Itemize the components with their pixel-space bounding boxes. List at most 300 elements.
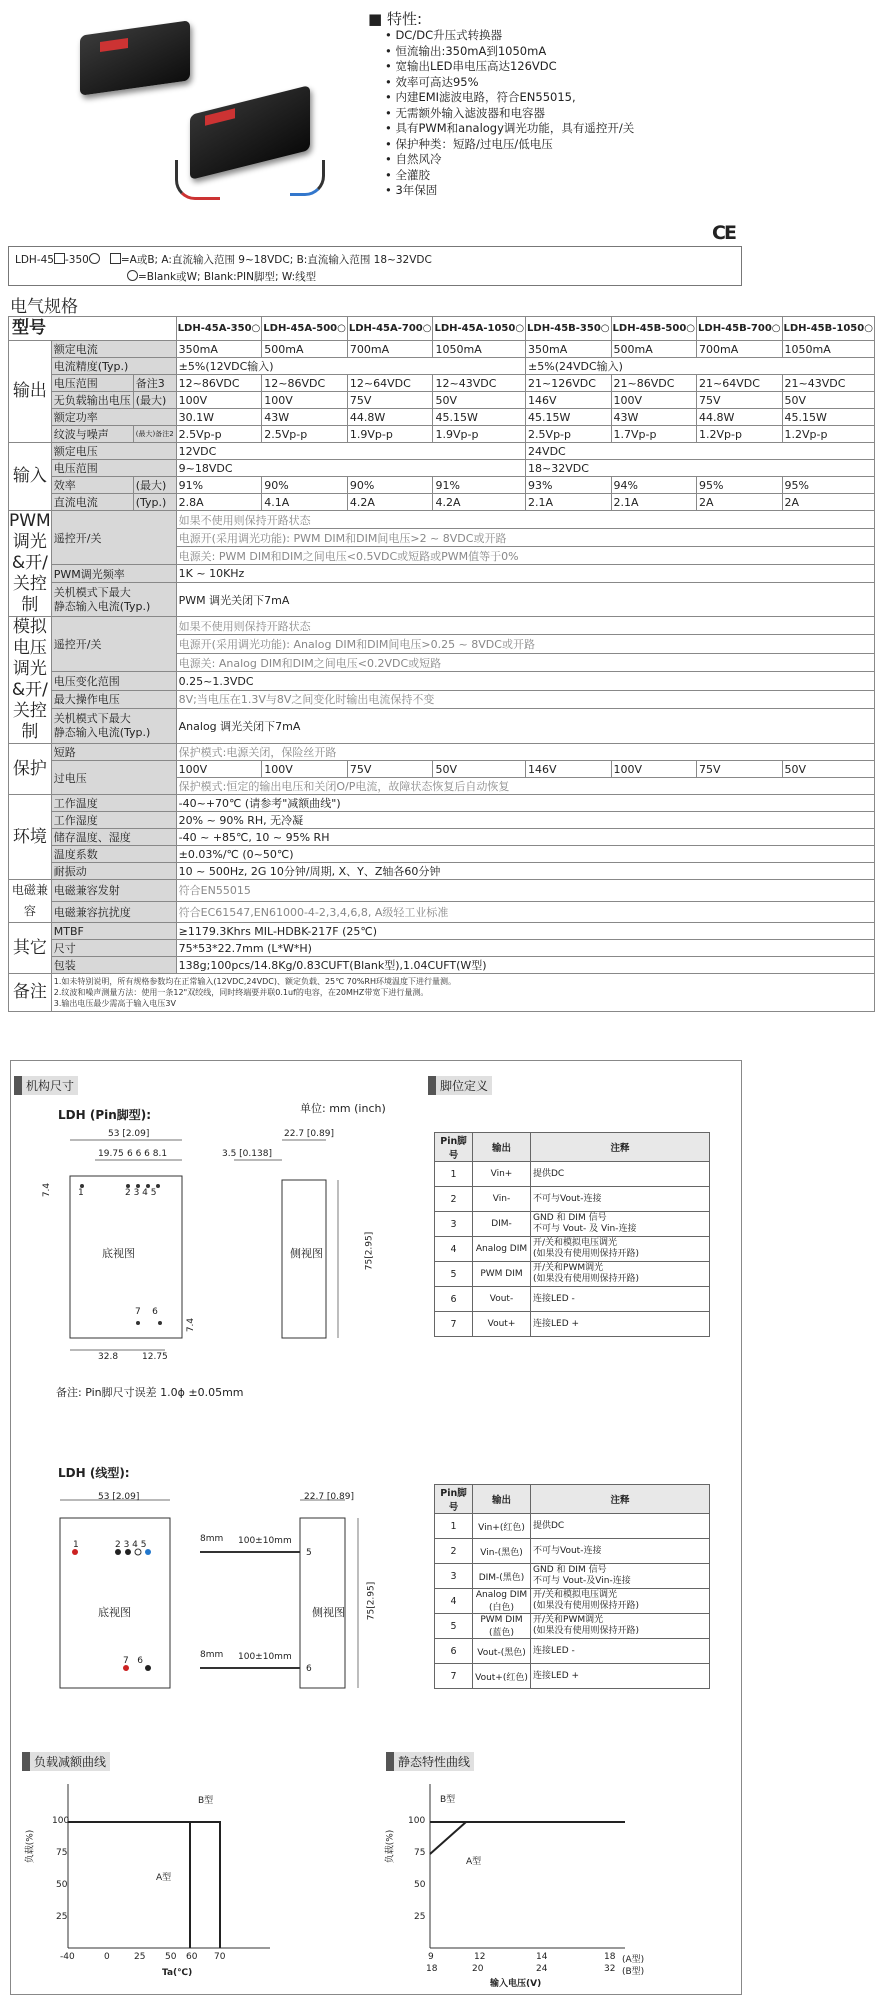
table-row: [9, 974, 875, 1012]
row-note: (Typ.): [133, 494, 176, 511]
row-label: 额定电压: [51, 443, 176, 460]
feature-item: • 内建EMI滤波电路，符合EN55015,: [385, 90, 634, 106]
cell: 保护模式:恒定的输出电压和关闭O/P电流，故障状态恢复后自动恢复: [176, 778, 874, 795]
pin-output: Vout+: [473, 1312, 531, 1337]
row-label: 工作温度: [51, 795, 176, 812]
cell: 12~43VDC: [433, 375, 526, 392]
feature-item: • 效率可高达95%: [385, 75, 634, 91]
table-row: [435, 1312, 710, 1337]
row-label: 电磁兼容发射: [51, 880, 176, 902]
pin-table: [434, 1132, 710, 1337]
table-row: [9, 494, 875, 511]
pin-numbers-top: 1: [78, 1188, 84, 1198]
row-note: 备注3: [133, 375, 176, 392]
cell: 44.8W: [347, 409, 433, 426]
cell: 44.8W: [697, 409, 782, 426]
static-y-tick: 50: [414, 1880, 426, 1890]
cell: 75*53*22.7mm (L*W*H): [176, 940, 874, 957]
dim-pin-spacing: 6 6 6 8.1: [127, 1149, 168, 1159]
circle-icon: [89, 253, 100, 264]
cell: 91%: [176, 477, 262, 494]
cell: 500mA: [262, 341, 348, 358]
row-label: 耐振动: [51, 863, 176, 880]
table-row: [9, 829, 875, 846]
cell: 146V: [526, 392, 611, 409]
cell: 24VDC: [526, 443, 875, 460]
table-row: [9, 341, 875, 358]
cell: 2.1A: [611, 494, 696, 511]
group-output: 输出: [9, 341, 52, 443]
cell: 91%: [433, 477, 526, 494]
table-row: [9, 863, 875, 880]
cell: 90%: [347, 477, 433, 494]
cell: 50V: [433, 392, 526, 409]
group-protection: 保护: [9, 744, 52, 795]
pin-number: 5: [435, 1614, 473, 1639]
pindef-bar: 脚位定义: [428, 1076, 492, 1095]
model-code-box: [8, 246, 742, 286]
model-col: LDH-45A-350○: [176, 317, 262, 341]
row-label: 过电压: [51, 761, 176, 795]
product-wires-2: [290, 160, 325, 196]
derate-chart: [30, 1776, 300, 1996]
feature-item: • 保护种类：短路/过电压/低电压: [385, 137, 634, 153]
cell: 350mA: [526, 341, 611, 358]
table-row: [9, 846, 875, 863]
wire-dim-width: 53 [2.09]: [98, 1492, 140, 1502]
cell: 50V: [782, 761, 874, 778]
cell: 如果不使用则保持开路状态: [176, 617, 874, 635]
cell: 95%: [697, 477, 782, 494]
table-row: [435, 1287, 710, 1312]
cell: 2.8A: [176, 494, 262, 511]
cell: 500mA: [611, 341, 696, 358]
cell: 93%: [526, 477, 611, 494]
wire-bottom-view-label: 底视图: [98, 1606, 131, 1619]
static-xa-tick: 14: [536, 1952, 548, 1962]
dim-bottom-2: 12.75: [142, 1352, 168, 1362]
model-col: LDH-45B-1050○: [782, 317, 874, 341]
pin-output: Analog DIM: [473, 1237, 531, 1262]
wire-pin-numbers: 7 6: [123, 1656, 144, 1666]
table-row: [9, 460, 875, 477]
static-xa-label: (A型): [622, 1955, 645, 1965]
pin-output: Analog DIM (白色): [473, 1589, 531, 1614]
row-note: (最大): [133, 477, 176, 494]
bottom-view-label: 底视图: [102, 1247, 135, 1260]
cell: 1050mA: [782, 341, 874, 358]
dim-pin-len: 3.5 [0.138]: [222, 1149, 272, 1159]
table-row: [435, 1564, 710, 1589]
feature-item: • 具有PWM和analogy调光功能，具有遥控开/关: [385, 121, 634, 137]
row-label: 温度系数: [51, 846, 176, 863]
model-col: LDH-45B-350○: [526, 317, 611, 341]
wire-pin-numbers: 1: [73, 1540, 79, 1550]
row-label: 遥控开/关: [51, 511, 176, 565]
static-xa-tick: 18: [604, 1952, 616, 1962]
note-line: 3.输出电压最少需高于输入电压3V: [53, 999, 176, 1008]
row-note: (最大)备注2: [133, 426, 176, 443]
feature-item: • 全灌胶: [385, 168, 634, 184]
dim-bottom-1: 32.8: [98, 1352, 119, 1362]
header-cell: 注释: [531, 1133, 710, 1162]
table-row: [9, 617, 875, 635]
table-row: [435, 1664, 710, 1689]
derate-x-tick: 25: [134, 1952, 146, 1962]
static-curve-a: [430, 1822, 625, 1854]
pin-numbers-bottom: 7 6: [135, 1307, 158, 1317]
table-row: [9, 317, 875, 341]
label-line: 关机模式下最大: [53, 585, 131, 599]
derate-y-tick: 50: [56, 1880, 68, 1890]
row-label: MTBF: [51, 923, 176, 940]
pin-output: Vin-: [473, 1187, 531, 1212]
cell: Analog 调光关闭下7mA: [176, 709, 874, 744]
feature-item: • 恒流输出:350mA到1050mA: [385, 44, 634, 60]
cell: 1K ~ 10KHz: [176, 565, 874, 583]
static-xb-tick: 32: [604, 1964, 616, 1974]
notes: [51, 974, 874, 1012]
static-chart: [400, 1776, 650, 1996]
pin-output: Vin-(黑色): [473, 1539, 531, 1564]
spec-title: 电气规格: [10, 297, 78, 317]
cell: 电源开(采用调光功能): Analog DIM和DIM间电压>0.25 ~ 8VDC或开路: [176, 635, 874, 653]
feature-item: • 无需额外输入滤波器和电容器: [385, 106, 634, 122]
cell: 75V: [697, 392, 782, 409]
cell: 30.1W: [176, 409, 262, 426]
cell: 95%: [782, 477, 874, 494]
cell: 8V;当电压在1.3V与8V之间变化时输出电流保持不变: [176, 690, 874, 708]
label-line: 静态输入电流(Typ.): [53, 726, 151, 740]
table-row: [9, 957, 875, 974]
feature-item: • 3年保固: [385, 183, 634, 199]
table-row: [9, 901, 875, 923]
model-prefix: LDH-45: [15, 254, 54, 266]
pin-note: 不可与Vout-连接: [531, 1187, 710, 1212]
row-label: [51, 709, 176, 744]
static-y-tick: 100: [408, 1816, 426, 1826]
label-line: 静态输入电流(Typ.): [53, 599, 151, 613]
row-label: 包装: [51, 957, 176, 974]
model-col: LDH-45B-500○: [611, 317, 696, 341]
pin-output: Vin+(红色): [473, 1514, 531, 1539]
derate-x-tick: 60: [186, 1952, 198, 1962]
cell: 100V: [611, 392, 696, 409]
cell: 50V: [433, 761, 526, 778]
pin-number: 2: [435, 1187, 473, 1212]
pin-note: 连接LED -: [531, 1639, 710, 1664]
table-row: [9, 375, 875, 392]
pin-note: 提供DC: [531, 1514, 710, 1539]
pin-number: 1: [435, 1514, 473, 1539]
pin-output: DIM-(黑色): [473, 1564, 531, 1589]
circle-icon: [127, 270, 138, 281]
row-label: 工作湿度: [51, 812, 176, 829]
cell: 2.5Vp-p: [176, 426, 262, 443]
pin-note: 不可与Vout-连接: [531, 1539, 710, 1564]
cell: 50V: [782, 392, 874, 409]
static-y-tick: 75: [414, 1848, 426, 1858]
wire-pin-table: [434, 1484, 710, 1689]
pin-number: 3: [435, 1564, 473, 1589]
product-image-a: [80, 20, 190, 95]
table-row: [9, 392, 875, 409]
cell: 43W: [611, 409, 696, 426]
table-row: [435, 1514, 710, 1539]
derate-y-label: 负载(%): [25, 1829, 36, 1864]
model-col: LDH-45A-700○: [347, 317, 433, 341]
static-xa-tick: 9: [428, 1952, 434, 1962]
header-cell: Pin脚号: [435, 1133, 473, 1162]
row-label: 电流精度(Typ.): [51, 358, 176, 375]
cell: 21~126VDC: [526, 375, 611, 392]
table-row: [9, 409, 875, 426]
pin-note: 开/关和模拟电压调光 (如果没有使用则保持开路): [531, 1237, 710, 1262]
pin-number: 1: [435, 1162, 473, 1187]
table-row: [435, 1262, 710, 1287]
dim-width: 53 [2.09]: [108, 1129, 150, 1139]
model-desc-1: =A或B; A:直流输入范围 9~18VDC; B:直流输入范围 18~32VDC: [120, 254, 432, 266]
dim-depth: 22.7 [0.89]: [284, 1129, 334, 1139]
cell: 94%: [611, 477, 696, 494]
row-label: 电压范围: [51, 460, 176, 477]
cell: 90%: [262, 477, 348, 494]
cell: 如果不使用则保持开路状态: [176, 511, 874, 529]
group-note: 备注: [9, 974, 52, 1012]
cell: 1.7Vp-p: [611, 426, 696, 443]
product-wires: [175, 160, 220, 200]
derate-bar: 负载减额曲线: [22, 1752, 110, 1771]
cell: 12~64VDC: [347, 375, 433, 392]
derate-y-tick: 100: [52, 1816, 70, 1826]
pin-output: Vin+: [473, 1162, 531, 1187]
spec-table: [8, 316, 875, 1012]
cell: 45.15W: [782, 409, 874, 426]
feature-item: • 自然风冷: [385, 152, 634, 168]
cell: 43W: [262, 409, 348, 426]
wire-strip-bottom: 8mm: [200, 1650, 224, 1660]
dim-left: 7.4: [42, 1182, 53, 1198]
pin-number: 2: [435, 1539, 473, 1564]
pin-note: 开/关和模拟电压调光 (如果没有使用则保持开路): [531, 1589, 710, 1614]
pin-number: 7: [435, 1312, 473, 1337]
cell: 2A: [782, 494, 874, 511]
group-environment: 环境: [9, 795, 52, 880]
cell: ≥1179.3Khrs MIL-HDBK-217F (25℃): [176, 923, 874, 940]
cell: 0.25~1.3VDC: [176, 672, 874, 690]
pin-numbers-top: 2 3 4 5: [125, 1188, 157, 1198]
cell: 146V: [526, 761, 611, 778]
table-row: [9, 426, 875, 443]
pin-output: PWM DIM (蓝色): [473, 1614, 531, 1639]
row-label: 额定功率: [51, 409, 176, 426]
pin-number: 6: [435, 1639, 473, 1664]
features-title: ■ 特性:: [368, 10, 422, 28]
cell: 18~32VDC: [526, 460, 875, 477]
group-emc: 电磁兼容: [9, 880, 52, 923]
cell: 电源关: Analog DIM和DIM之间电压<0.2VDC或短路: [176, 653, 874, 671]
feature-item: • 宽输出LED串电压高达126VDC: [385, 59, 634, 75]
wire-len-bottom: 100±10mm: [238, 1652, 292, 1662]
static-y-tick: 25: [414, 1912, 426, 1922]
table-row: [435, 1614, 710, 1639]
pin-note: 连接LED +: [531, 1664, 710, 1689]
static-xb-label: (B型): [622, 1967, 645, 1977]
group-analog: 模拟电压调光&开/关控制: [9, 617, 52, 744]
pin-note: 开/关和PWM调光 (如果没有使用则保持开路): [531, 1614, 710, 1639]
cell: 75V: [697, 761, 782, 778]
model-code-line: [15, 252, 432, 267]
row-label: 电压变化范围: [51, 672, 176, 690]
header-cell: 输出: [473, 1133, 531, 1162]
pin-output: PWM DIM: [473, 1262, 531, 1287]
pin-type-title: LDH (Pin脚型):: [58, 1108, 152, 1122]
table-row: [435, 1639, 710, 1664]
static-label-b: B型: [440, 1795, 456, 1805]
cell: 100V: [262, 392, 348, 409]
row-label: 最大操作电压: [51, 690, 176, 708]
wire-len-top: 100±10mm: [238, 1536, 292, 1546]
unit-label: 单位: mm (inch): [300, 1102, 386, 1115]
note-line: 1.如未特别说明，所有规格参数均在正常输入(12VDC,24VDC)、额定负载、25℃ 70%RH环境温度下进行量测。: [53, 977, 457, 986]
model-mid: -350: [64, 254, 89, 266]
cell: 4.2A: [347, 494, 433, 511]
cell: 2.5Vp-p: [526, 426, 611, 443]
wire-pin-6: 6: [306, 1664, 312, 1674]
cell: 100V: [176, 761, 262, 778]
row-label: 尺寸: [51, 940, 176, 957]
wire-pin-5: 5: [306, 1548, 312, 1558]
model-col: LDH-45B-700○: [697, 317, 782, 341]
cell: 电源关: PWM DIM和DIM之间电压<0.5VDC或短路或PWM值等于0%: [176, 547, 874, 565]
row-label: 短路: [51, 744, 176, 761]
pin-note: 连接LED -: [531, 1287, 710, 1312]
table-row: [9, 511, 875, 529]
pin-number: 4: [435, 1589, 473, 1614]
static-label-a: A型: [466, 1857, 482, 1867]
static-xa-tick: 12: [474, 1952, 486, 1962]
row-note: (最大): [133, 392, 176, 409]
static-y-label: 负载(%): [385, 1829, 396, 1864]
pin-note: GND 和 DIM 信号 不可与 Vout- 及 Vin-连接: [531, 1212, 710, 1237]
pin-note: 开/关和PWM调光 (如果没有使用则保持开路): [531, 1262, 710, 1287]
table-row: [9, 795, 875, 812]
model-col: LDH-45A-1050○: [433, 317, 526, 341]
row-label: 纹波与噪声: [51, 426, 133, 443]
table-row: [9, 940, 875, 957]
row-label: PWM调光频率: [51, 565, 176, 583]
cell: 100V: [262, 761, 348, 778]
cell: 100V: [611, 761, 696, 778]
static-xb-tick: 24: [536, 1964, 548, 1974]
table-row: [435, 1212, 710, 1237]
feature-item: • DC/DC升压式转换器: [385, 28, 634, 44]
static-xb-tick: 18: [426, 1964, 438, 1974]
table-row: [9, 761, 875, 778]
cell: 350mA: [176, 341, 262, 358]
pin-output: Vout-: [473, 1287, 531, 1312]
cell: 45.15W: [526, 409, 611, 426]
pin-number: 4: [435, 1237, 473, 1262]
cell: 1.9Vp-p: [433, 426, 526, 443]
model-code-line-2: [127, 269, 316, 284]
cell: -40 ~ +85℃, 10 ~ 95% RH: [176, 829, 874, 846]
table-row: [435, 1133, 710, 1162]
pin-number: 3: [435, 1212, 473, 1237]
cell: -40~+70℃ (请参考"减额曲线"): [176, 795, 874, 812]
derate-label-a: A型: [156, 1873, 172, 1883]
side-view-label: 侧视图: [290, 1247, 323, 1260]
pin-note: GND 和 DIM 信号 不可与 Vout-及Vin-连接: [531, 1564, 710, 1589]
model-desc-2: =Blank或W; Blank:PIN脚型; W:线型: [138, 271, 317, 283]
dim-length: 75[2.95]: [364, 1231, 375, 1271]
cell: 700mA: [697, 341, 782, 358]
table-row: [435, 1485, 710, 1514]
group-other: 其它: [9, 923, 52, 974]
table-row: [9, 358, 875, 375]
cell: 2.5Vp-p: [262, 426, 348, 443]
wire-dim-length: 75[2.95]: [366, 1581, 377, 1621]
dim-right: 7.4: [186, 1317, 197, 1333]
dim-pin-1: 19.75: [98, 1149, 124, 1159]
cell: 700mA: [347, 341, 433, 358]
row-label: [51, 583, 176, 617]
label-line: 关机模式下最大: [53, 712, 131, 726]
model-col: LDH-45A-500○: [262, 317, 348, 341]
table-row: [435, 1589, 710, 1614]
cell: 电源开(采用调光功能): PWM DIM和DIM间电压>2 ~ 8VDC或开路: [176, 529, 874, 547]
wire-dim-depth: 22.7 [0.89]: [304, 1492, 354, 1502]
pin-output: Vout+(红色): [473, 1664, 531, 1689]
row-label: 储存温度、湿度: [51, 829, 176, 846]
model-label: 型号: [9, 317, 177, 341]
cell: 9~18VDC: [176, 460, 525, 477]
cell: 12VDC: [176, 443, 525, 460]
cell: 1050mA: [433, 341, 526, 358]
row-label: 遥控开/关: [51, 617, 176, 672]
square-icon: [110, 253, 121, 264]
cell: 21~64VDC: [697, 375, 782, 392]
table-row: [9, 443, 875, 460]
row-label: 电磁兼容抗扰度: [51, 901, 176, 923]
derate-x-tick: 50: [165, 1952, 177, 1962]
cell: 20% ~ 90% RH, 无冷凝: [176, 812, 874, 829]
wire-type-drawing: [40, 1490, 390, 1710]
group-pwm: PWM调光&开/关控制: [9, 511, 51, 615]
table-row: [435, 1187, 710, 1212]
cell: 符合EN55015: [176, 880, 874, 902]
derate-y-tick: 25: [56, 1912, 68, 1922]
table-row: [9, 880, 875, 902]
pin-number: 6: [435, 1287, 473, 1312]
cell: 21~43VDC: [782, 375, 874, 392]
wire-strip-top: 8mm: [200, 1534, 224, 1544]
pin-note: 备注: Pin脚尺寸误差 1.0ϕ ±0.05mm: [56, 1386, 244, 1399]
cell: 1.9Vp-p: [347, 426, 433, 443]
table-row: [9, 709, 875, 744]
table-row: [9, 923, 875, 940]
ce-mark-icon: CE: [712, 222, 735, 244]
wire-pin-numbers: 2 3 4 5: [115, 1540, 147, 1550]
cell: ±0.03%/℃ (0~50℃): [176, 846, 874, 863]
cell: 4.2A: [433, 494, 526, 511]
table-row: [9, 565, 875, 583]
cell: 75V: [347, 392, 433, 409]
static-xb-tick: 20: [472, 1964, 484, 1974]
cell: 保护模式:电源关闭，保险丝开路: [176, 744, 874, 761]
cell: 10 ~ 500Hz, 2G 10分钟/周期, X、Y、Z轴各60分钟: [176, 863, 874, 880]
group-input: 输入: [9, 443, 52, 511]
